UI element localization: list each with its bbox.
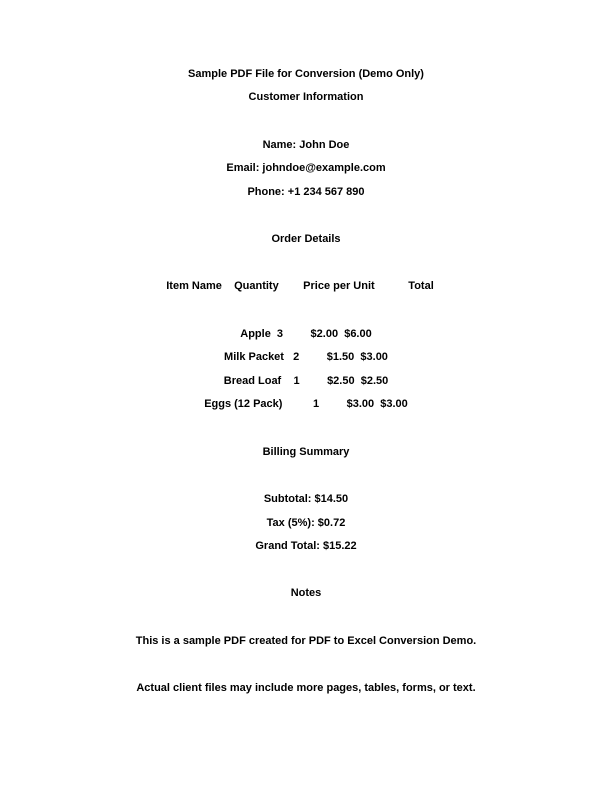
order-row: Bread Loaf 1 $2.50 $2.50 <box>223 375 389 387</box>
billing-tax: Tax (5%): $0.72 <box>266 517 346 529</box>
notes-line-2: Actual client files may include more pages, tables, forms, or text. <box>136 682 476 694</box>
customer-email: Email: johndoe@example.com <box>226 162 386 174</box>
order-heading: Order Details <box>271 233 341 245</box>
billing-heading: Billing Summary <box>262 446 350 458</box>
order-row: Apple 3 $2.00 $6.00 <box>240 328 372 340</box>
billing-subtotal: Subtotal: $14.50 <box>263 493 349 505</box>
order-header-row: Item Name Quantity Price per Unit Total <box>166 280 434 292</box>
notes-line-1: This is a sample PDF created for PDF to Excel Conversion Demo. <box>135 635 477 647</box>
billing-grand-total: Grand Total: $15.22 <box>255 540 357 552</box>
customer-name: Name: John Doe <box>262 139 350 151</box>
document-title: Sample PDF File for Conversion (Demo Only) <box>188 68 424 80</box>
order-row: Milk Packet 2 $1.50 $3.00 <box>224 351 388 363</box>
order-row: Eggs (12 Pack) 1 $3.00 $3.00 <box>204 398 408 410</box>
customer-heading: Customer Information <box>248 91 364 103</box>
customer-phone: Phone: +1 234 567 890 <box>247 186 365 198</box>
notes-heading: Notes <box>290 587 322 599</box>
